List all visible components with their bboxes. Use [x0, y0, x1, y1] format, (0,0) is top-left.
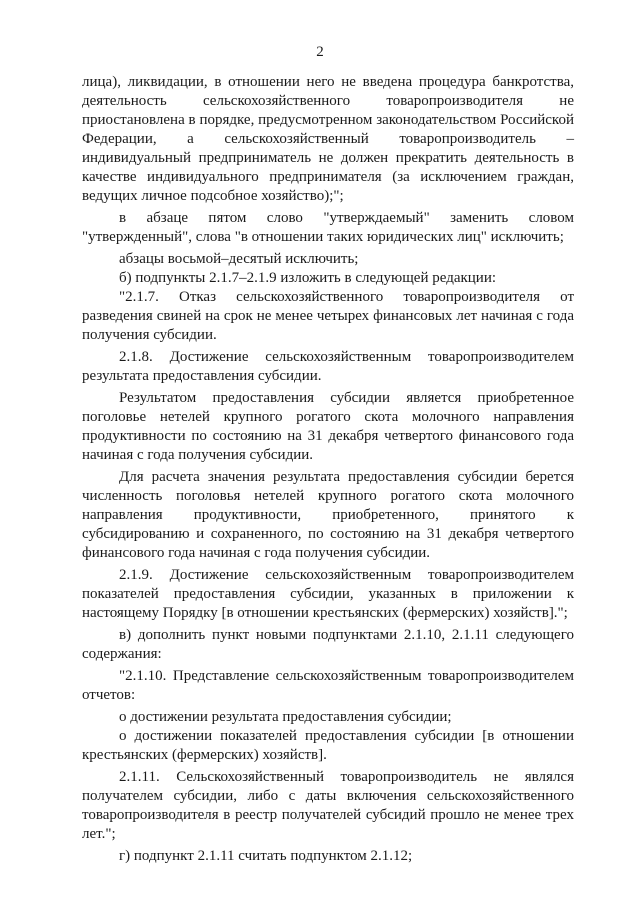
paragraph-2-1-10: "2.1.10. Представление сельскохозяйственным товаропроизводителем отчетов: [82, 668, 574, 703]
page-number: 2 [316, 44, 324, 60]
paragraph-report-indicators: о достижении показателей предоставления субсидии [в отношении крестьянских (фермерских) хозяйств]. [82, 728, 574, 763]
paragraph-item-v: в) дополнить пункт новыми подпунктами 2.1.10, 2.1.11 следующего содержания: [82, 627, 574, 662]
paragraph-item-b: б) подпункты 2.1.7–2.1.9 изложить в следующей редакции: [119, 270, 497, 286]
paragraph-continuation: лица), ликвидации, в отношении него не введена процедура банкротства, деятельность сельскохозяйственного товаропроизводителя не приостановлена в порядке, предусмотренном законодательством Российской Федерации, а сельскохозяйственный товаропроизводитель – индивидуальный предприниматель не должен прекратить деятельность в качестве индивидуального предпринимателя (за исключением граждан, ведущих личное подсобное хозяйство);"; [82, 74, 574, 204]
paragraph-2-1-11: 2.1.11. Сельскохозяйственный товаропроизводитель не являлся получателем субсидии, либо с даты включения сельскохозяйственного товаропроизводителя в реестр получателей субсидий прошло не менее трех лет."; [82, 769, 574, 842]
paragraph-2-1-8: 2.1.8. Достижение сельскохозяйственным товаропроизводителем результата предоставления субсидии. [82, 349, 574, 384]
paragraph-result-calculation: Для расчета значения результата предоставления субсидии берется численность поголовья нетелей крупного рогатого скота молочного направления продуктивности, приобретенного, принятого к субсидированию и сохраненного, по состоянию на 31 декабря четвертого финансового года начиная с года получения субсидии. [82, 469, 574, 561]
paragraph-2-1-9: 2.1.9. Достижение сельскохозяйственным товаропроизводителем показателей предоставления субсидии, указанных в приложении к настоящему Порядку [в отношении крестьянских (фермерских) хозяйств]."; [82, 567, 574, 621]
paragraph-report-result: о достижении результата предоставления субсидии; [119, 709, 452, 725]
paragraph-exclude-paragraphs: абзацы восьмой–десятый исключить; [119, 251, 359, 267]
document-body [82, 73, 574, 869]
paragraph-amend-fifth: в абзаце пятом слово "утверждаемый" заменить словом "утвержденный", слова "в отношении таких юридических лиц" исключить; [82, 210, 574, 245]
paragraph-item-g: г) подпункт 2.1.11 считать подпунктом 2.1.12; [119, 848, 413, 864]
paragraph-2-1-7: "2.1.7. Отказ сельскохозяйственного товаропроизводителя от разведения свиней на срок не менее четырех финансовых лет начиная с года получения субсидии. [82, 289, 574, 343]
paragraph-result-definition: Результатом предоставления субсидии является приобретенное поголовье нетелей крупного рогатого скота молочного направления продуктивности по состоянию на 31 декабря четвертого финансового года начиная с года получения субсидии. [82, 390, 574, 463]
